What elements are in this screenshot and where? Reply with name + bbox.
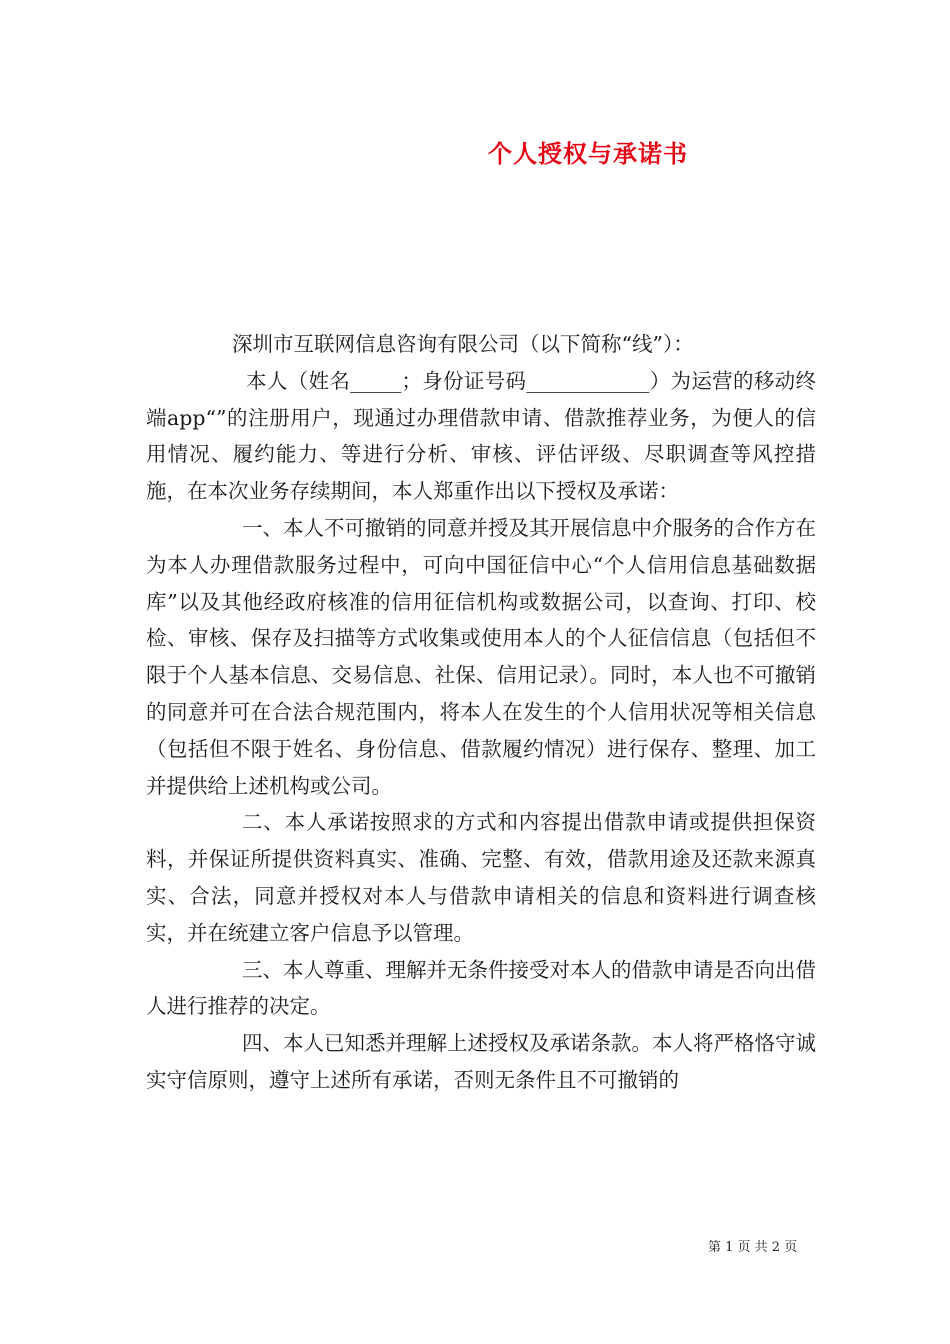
paragraph-clause-1: 一、本人不可撤销的同意并授及其开展信息中介服务的合作方在为本人办理借款服务过程中，可向中国征信中心“个人信用信息基础数据库”以及其他经政府核准的信用征信机构或数据公司，以查询、打印、校检、审核、保存及扫描等方式收集或使用本人的个人征信信息（包括但不限于个人基本信息、交易信息、社保、信用记录）。同时，本人也不可撤销的同意并可在合法合规范围内，将本人在发生的个人信用状况等相关信息（包括但不限于姓名、身份信息、借款履约情况）进行保存、整理、加工并提供给上述机构或公司。 — [146, 515, 816, 798]
page-number: 第 1 页 共 2 页 — [708, 1240, 798, 1255]
paragraph-clause-3: 三、本人尊重、理解并无条件接受对本人的借款申请是否向出借人进行推荐的决定。 — [146, 957, 816, 1019]
paragraph-clause-4: 四、本人已知悉并理解上述授权及承诺条款。本人将严格恪守诚实守信原则，遵守上述所有承诺，否则无条件且不可撤销的 — [146, 1031, 816, 1092]
document-body — [146, 326, 816, 1099]
addressee-line: 深圳市互联网信息咨询有限公司（以下简称“线”）： — [232, 332, 694, 356]
paragraph-intro: 本人（姓名_____；身份证号码____________）为运营的移动终端app“”的注册用户，现通过办理借款申请、借款推荐业务，为便人的信用情况、履约能力、等进行分析、审核、评估评级、尽职调查等风控措施，在本次业务存续期间，本人郑重作出以下授权及承诺： — [146, 368, 816, 504]
document-title: 个人授权与承诺书 — [488, 139, 688, 168]
paragraph-clause-2: 二、本人承诺按照求的方式和内容提出借款申请或提供担保资料，并保证所提供资料真实、准确、完整、有效，借款用途及还款来源真实、合法，同意并授权对本人与借款申请相关的信息和资料进行调查核实，并在统建立客户信息予以管理。 — [146, 810, 816, 945]
